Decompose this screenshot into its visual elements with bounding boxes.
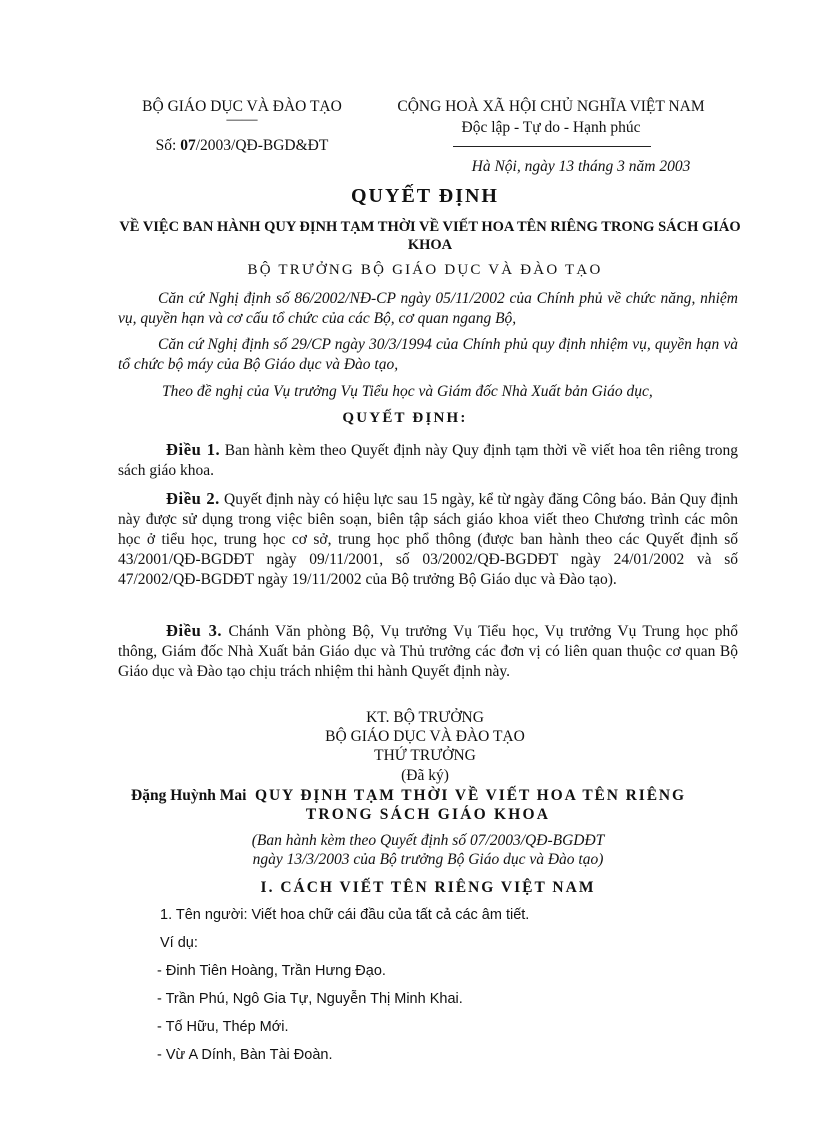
- document-number: [130, 136, 354, 156]
- basis-1: Căn cứ Nghị định số 86/2002/NĐ-CP ngày 05/11/2002 của Chính phủ về chức năng, nhiệm vụ, quyền hạn và cơ cấu tổ chức của các Bộ, cơ quan ngang Bộ,: [118, 290, 738, 327]
- issue-date: Hà Nội, ngày 13 tháng 3 năm 2003: [471, 158, 691, 175]
- example-item: - Tố Hữu, Thép Mới.: [157, 1019, 289, 1035]
- article-1: [118, 440, 738, 481]
- decision-subtitle: VỀ VIỆC BAN HÀNH QUY ĐỊNH TẠM THỜI VỀ VIẾT HOA TÊN RIÊNG TRONG SÁCH GIÁO KHOA: [119, 219, 741, 253]
- example-item: - Đinh Tiên Hoàng, Trần Hưng Đạo.: [157, 963, 386, 979]
- article-3: [118, 621, 738, 682]
- ministry-rule: ——: [226, 111, 258, 128]
- signature-line-4: (Đã ký): [401, 767, 449, 784]
- nation-motto: Độc lập - Tự do - Hạnh phúc: [461, 119, 641, 136]
- basis-3: Theo đề nghị của Vụ trưởng Vụ Tiểu học và Giám đốc Nhà Xuất bản Giáo dục,: [162, 383, 653, 400]
- article-3-label: Điều 3.: [166, 621, 223, 640]
- motto-rule: [453, 146, 651, 147]
- decides-heading: QUYẾT ĐỊNH:: [342, 410, 468, 426]
- regulation-title-line-1: QUY ĐỊNH TẠM THỜI VỀ VIẾT HOA TÊN RIÊNG: [255, 787, 686, 804]
- article-2-text: Quyết định này có hiệu lực sau 15 ngày, kể từ ngày đăng Công báo. Bản Quy định này được sử dụng trong việc biên soạn, biên tập sách giáo khoa viết theo Chương trình các môn học ở tiểu học, trung học cơ sở, trung học phổ thông (được ban hành theo các Quyết định số 43/2001/QĐ-BGDĐT ngày 09/11/2001, số 03/2002/QĐ-BGDĐT ngày 24/01/2002 và số 47/2002/QĐ-BGDĐT ngày 19/11/2002 của Bộ trưởng Bộ Giáo dục và Đào tạo).: [118, 491, 738, 588]
- signature-line-1: KT. BỘ TRƯỞNG: [366, 709, 484, 726]
- signer-name: Đặng Huỳnh Mai: [131, 787, 247, 804]
- article-3-text: Chánh Văn phòng Bộ, Vụ trưởng Vụ Tiểu học, Vụ trưởng Vụ Trung học phổ thông, Giám đốc Nhà Xuất bản Giáo dục và Thủ trưởng các đơn vị có liên quan thuộc cơ quan Bộ Giáo dục và Đào tạo chịu trách nhiệm thi hành Quyết định này.: [118, 623, 739, 680]
- example-item: - Trần Phú, Ngô Gia Tự, Nguyễn Thị Minh Khai.: [157, 991, 463, 1007]
- article-1-label: Điều 1.: [166, 440, 221, 459]
- number-prefix: Số:: [155, 137, 181, 154]
- regulation-item-1: 1. Tên người: Viết hoa chữ cái đầu của tất cả các âm tiết.: [160, 907, 530, 923]
- issuing-authority: BỘ TRƯỞNG BỘ GIÁO DỤC VÀ ĐÀO TẠO: [247, 262, 603, 278]
- regulation-note-line-1: (Ban hành kèm theo Quyết định số 07/2003/QĐ-BGDĐT: [251, 832, 605, 849]
- article-1-text: Ban hành kèm theo Quyết định này Quy định tạm thời về viết hoa tên riêng trong sách giáo khoa.: [118, 442, 739, 479]
- basis-2: Căn cứ Nghị định số 29/CP ngày 30/3/1994 của Chính phủ quy định nhiệm vụ, quyền hạn và tổ chức bộ máy của Bộ Giáo dục và Đào tạo,: [118, 336, 738, 373]
- ministry-name: BỘ GIÁO DỤC VÀ ĐÀO TẠO: [142, 98, 342, 115]
- signature-line-3: THỨ TRƯỞNG: [374, 747, 476, 764]
- number-bold: 07: [180, 137, 196, 154]
- nation-name: CỘNG HOÀ XÃ HỘI CHỦ NGHĨA VIỆT NAM: [397, 98, 705, 115]
- decision-title: QUYẾT ĐỊNH: [351, 185, 499, 207]
- example-item: - Vừ A Dính, Bàn Tài Đoàn.: [157, 1047, 333, 1063]
- signature-line-2: BỘ GIÁO DỤC VÀ ĐÀO TẠO: [325, 728, 525, 745]
- regulation-note-line-2: ngày 13/3/2003 của Bộ trưởng Bộ Giáo dục và Đào tạo): [252, 851, 604, 868]
- example-label: Ví dụ:: [160, 935, 198, 951]
- regulation-title-line-2: TRONG SÁCH GIÁO KHOA: [305, 806, 551, 823]
- article-2-label: Điều 2.: [166, 489, 220, 508]
- article-2: [118, 489, 738, 590]
- section-heading: I. CÁCH VIẾT TÊN RIÊNG VIỆT NAM: [260, 879, 596, 896]
- number-suffix: /2003/QĐ-BGD&ĐT: [195, 137, 329, 154]
